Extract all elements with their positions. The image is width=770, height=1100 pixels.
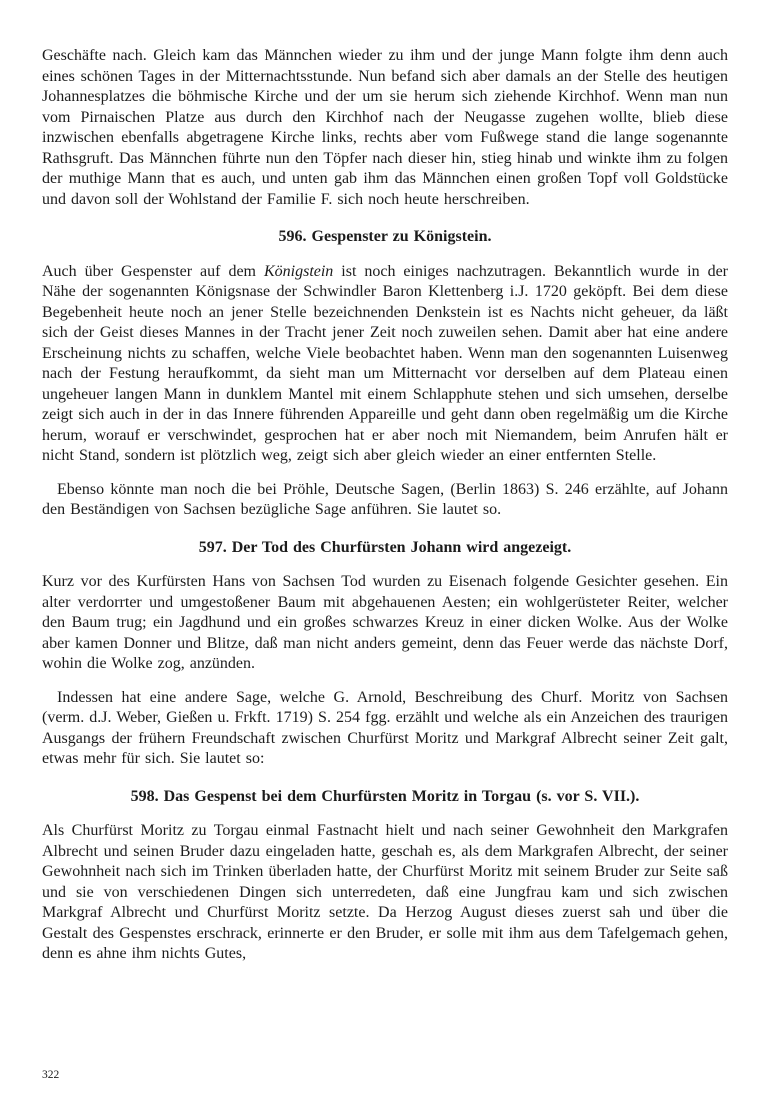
- paragraph: [42, 262, 728, 467]
- text-run: Geschäfte nach. Gleich kam das Männchen wieder zu ihm und der junge Mann folgte ihm denn auch eines schönen Tages in der Mitternachtsstunde. Nun befand sich aber damals an der Stelle des heutigen Johannesplatzes die böhmische Kirche und der um sie herum sich ziehende Kirchhof. Wenn man nun vom Pirnaischen Platze aus durch den Kirchhof nach der Neugasse zugehen wollte, blieb diese inzwischen ebenfalls abgetragene Kirche links, rechts aber vom Fußwege stand die lange sogenannte Rathsgruft. Das Männchen führte nun den Töpfer nach dieser hin, stieg hinab und winkte ihm zu folgen der muthige Mann that es auch, und unten gab ihm das Männchen einen großen Topf voll Goldstücke und davon soll der Wohlstand der Familie F. sich noch heute herschreiben.: [42, 47, 728, 208]
- text-run: 596. Gespenster zu Königstein.: [278, 228, 492, 245]
- text-run: Ebenso könnte man noch die bei Pröhle, Deutsche Sagen, (Berlin 1863) S. 246 erzählte, auf Johann den Beständigen von Sachsen bezügliche Sage anführen. Sie lautet so.: [42, 480, 728, 518]
- section-heading: [42, 227, 728, 248]
- paragraph: [42, 480, 728, 521]
- italic-text-run: Königstein: [263, 262, 334, 280]
- text-run: 598. Das Gespenst bei dem Churfürsten Moritz in Torgau (s. vor S. VII.).: [130, 787, 640, 805]
- text-run: Indessen hat eine andere Sage, welche G. Arnold, Beschreibung des Churf. Moritz von Sachsen (verm. d.J. Weber, Gießen u. Frkft. 1719) S. 254 fgg. erzählt und welche als ein Anzeichen des traurigen Ausgangs der frühern Freundschaft zwischen Churfürst Moritz und Markgraf Albrecht seiner Zeit galt, etwas mehr für sich. Sie lautet so:: [42, 688, 728, 767]
- paragraph: [42, 688, 728, 770]
- text-run: Auch über Gespenster auf dem: [42, 262, 264, 280]
- text-column: [42, 46, 728, 965]
- paragraph: [42, 821, 728, 965]
- text-run: 597. Der Tod des Churfürsten Johann wird angezeigt.: [198, 538, 572, 556]
- paragraph: [42, 46, 728, 210]
- page-number: 322: [42, 1069, 60, 1081]
- text-run: Als Churfürst Moritz zu Torgau einmal Fastnacht hielt und nach seiner Gewohnheit den Markgrafen Albrecht und seinen Bruder dazu eingeladen hatte, geschah es, als dem Markgrafen Albrecht, der seiner Gewohnheit nach sich im Trinken überladen hatte, der Churfürst Moritz mit seinem Bruder zur Seite saß und sie von verschiedenen Dingen sich unterredeten, daß eine Jungfrau kam und sich zwischen Markgraf Albrecht und Churfürst Moritz setzte. Da Herzog August dieses zuerst sah und über die Gestalt des Gespenstes erschrack, erinnerte er den Bruder, er solle mit ihm aus dem Tafelgemach gehen, denn es ahne ihm nichts Gutes,: [42, 822, 728, 962]
- text-run: Kurz vor des Kurfürsten Hans von Sachsen Tod wurden zu Eisenach folgende Gesichter gesehen. Ein alter verdorrter und umgestoßener Baum mit abgehauenen Aesten; ein wohlgerüsteter Reiter, welcher den Baum trug; ein Jagdhund und ein großes schwarzes Kreuz in einer dicken Wolke. Aus der Wolke aber kamen Donner und Blitze, daß man nicht anders gemeint, denn das Feuer werde das nächste Dorf, wohin die Wolke zog, anzünden.: [42, 573, 728, 672]
- paragraph: [42, 572, 728, 675]
- text-run: ist noch einiges nachzutragen. Bekanntlich wurde in der Nähe der sogenannten Königsnase der Schwindler Baron Klettenberg i.J. 1720 geköpft. Bei dem diese Begebenheit heute noch an jener Stelle bezeichnenden Denkstein ist es Nachts nicht geheuer, da läßt sich der Geist dieses Mannes in der Tracht jener Zeit noch zuweilen sehen. Damit aber hat eine andere Erscheinung nichts zu schaffen, welche Viele beobachtet haben. Wenn man den sogenannten Luisenweg nach der Festung heraufkommt, da sieht man um Mitternacht vor derselben auf dem Plateau einen ungeheuer langen Mann in dunklem Mantel mit einem Schlapphute stehen und sich umsehen, derselbe zeigt sich auch in der in das Innere führenden Appareille und geht dann oben regelmäßig um die Kirche herum, worauf er verschwindet, gesprochen hat er aber noch mit Niemandem, beim Anrufen hält er nicht Stand, sondern ist plötzlich weg, zeigt sich aber gleich wieder an einer entfernten Stelle.: [42, 262, 728, 464]
- section-heading: [42, 538, 728, 559]
- section-heading: [42, 787, 728, 808]
